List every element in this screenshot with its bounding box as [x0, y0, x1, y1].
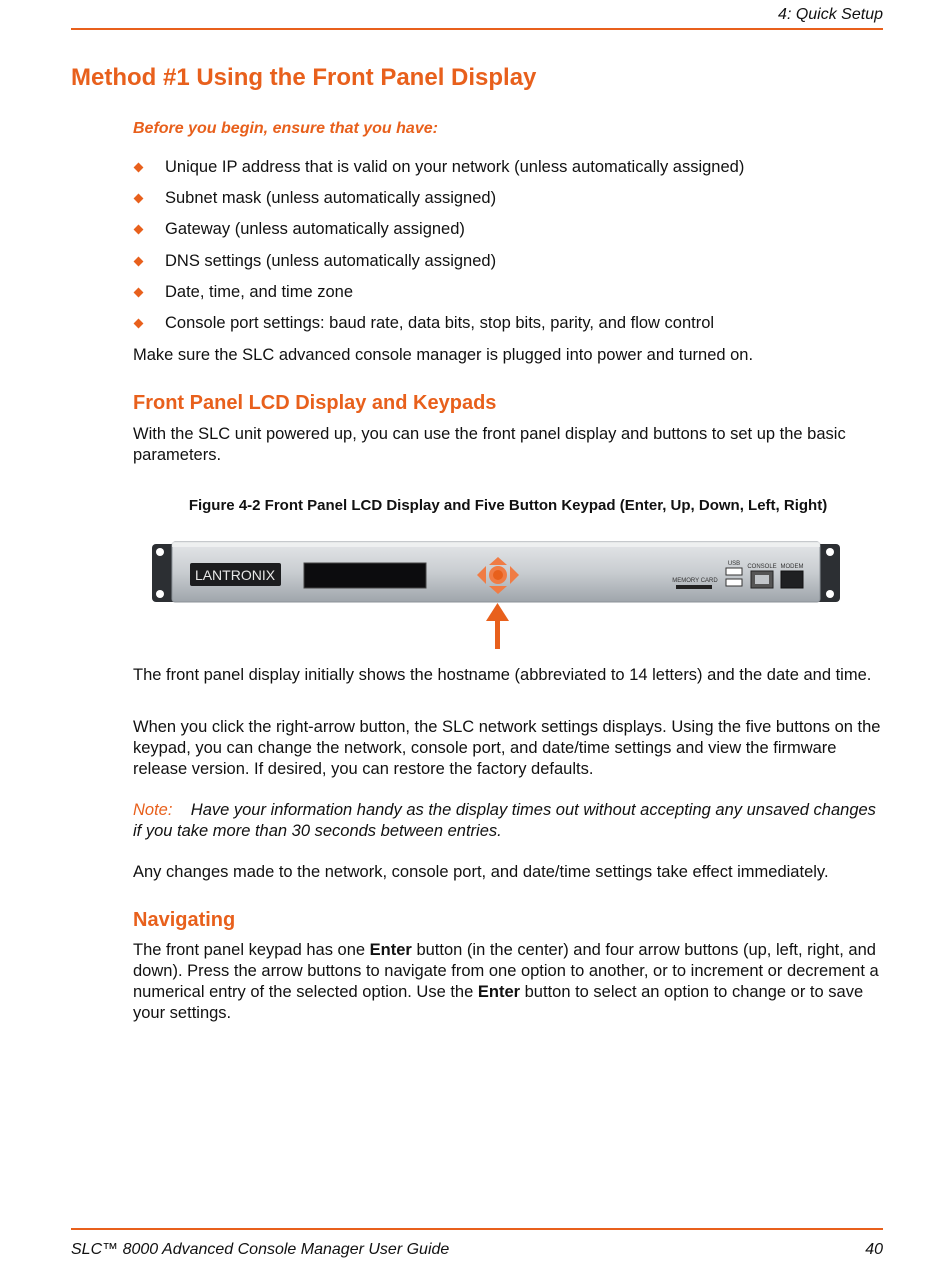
enter-keyword: Enter: [369, 941, 412, 959]
figure-caption: Figure 4-2 Front Panel LCD Display and Five Button Keypad (Enter, Up, Down, Left, Right): [188, 497, 828, 514]
memory-card-slot-icon: [676, 585, 712, 589]
note-label: Note:: [133, 801, 173, 819]
modem-port-icon: [781, 571, 803, 588]
power-note: Make sure the SLC advanced console manager is plugged into power and turned on.: [133, 346, 754, 364]
list-item: DNS settings (unless automatically assigned): [133, 250, 893, 281]
arrow-paragraph: When you click the right-arrow button, the SLC network settings displays. Using the five buttons on the keypad, you can change the network, console port, and date/time settings and view the firmware release version. If desired, you can restore the factory defaults.: [133, 718, 881, 778]
list-item: Console port settings: baud rate, data bits, stop bits, parity, and flow control: [133, 312, 893, 343]
list-item: Unique IP address that is valid on your network (unless automatically assigned): [133, 156, 893, 187]
page-number: 40: [865, 1241, 883, 1258]
prereq-heading: Before you begin, ensure that you have:: [133, 120, 438, 137]
list-item: Gateway (unless automatically assigned): [133, 218, 893, 249]
lcd-intro: With the SLC unit powered up, you can use the front panel display and buttons to set up the basic parameters.: [133, 425, 846, 464]
changes-paragraph: Any changes made to the network, console port, and date/time settings take effect immediately.: [133, 863, 829, 881]
footer-guide-title: SLC™ 8000 Advanced Console Manager User Guide: [71, 1241, 450, 1258]
pointer-arrow-icon: [486, 603, 509, 649]
usb-port-icon: [726, 579, 742, 586]
section-heading-navigating: Navigating: [133, 909, 236, 931]
navigating-paragraph: The front panel keypad has one Enter button (in the center) and four arrow buttons (up, left, right, and down). Press the arrow buttons to navigate from one option to another, or to increment or decrement a numerical entry of the selected option. Use the Enter button to select an option to change or to save your settings.: [133, 941, 879, 1022]
bullet-diamond-icon: [134, 318, 144, 328]
note-text: Have your information handy as the display times out without accepting any unsaved changes if you take more than 30 seconds between entries.: [133, 801, 876, 840]
running-header: 4: Quick Setup: [778, 6, 883, 23]
bullet-diamond-icon: [134, 163, 144, 173]
page-title: Method #1 Using the Front Panel Display: [71, 64, 537, 91]
modem-label: MODEM: [780, 564, 804, 570]
bullet-diamond-icon: [134, 194, 144, 204]
bullet-diamond-icon: [134, 225, 144, 235]
memory-card-label: MEMORY CARD: [672, 578, 718, 584]
brand-text: LANTRONIX: [194, 567, 276, 583]
section-heading-lcd: Front Panel LCD Display and Keypads: [133, 392, 497, 414]
note-block: [133, 800, 885, 842]
bullet-diamond-icon: [134, 256, 144, 266]
front-panel-figure: [150, 530, 842, 655]
enter-keyword: Enter: [477, 983, 521, 1001]
console-label: CONSOLE: [747, 564, 777, 570]
hostname-paragraph: The front panel display initially shows the hostname (abbreviated to 14 letters) and the date and time.: [133, 666, 872, 684]
lcd-display: [304, 563, 426, 588]
prereq-list: [133, 156, 893, 343]
bullet-diamond-icon: [134, 287, 144, 297]
footer-rule: [71, 1228, 883, 1230]
header-rule: [71, 28, 883, 30]
list-item: Subnet mask (unless automatically assigned): [133, 187, 893, 218]
list-item: Date, time, and time zone: [133, 281, 893, 312]
usb-label: USB: [727, 561, 741, 567]
usb-port-icon: [726, 568, 742, 575]
